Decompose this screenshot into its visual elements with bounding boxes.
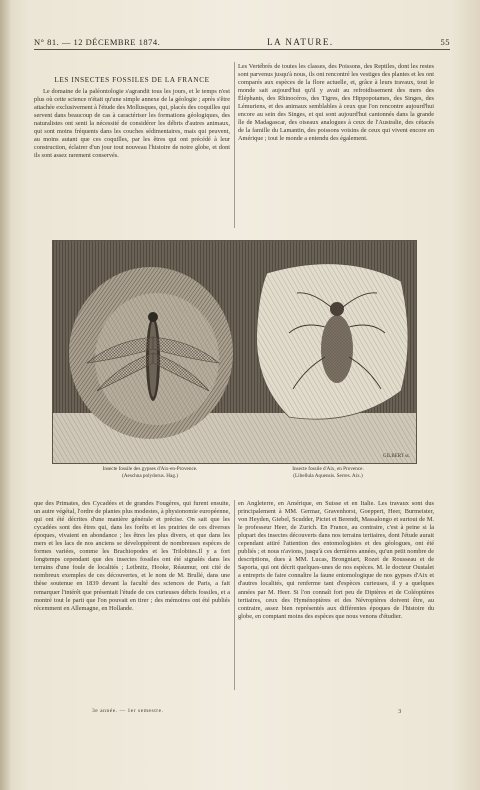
paragraph: que des Primates, des Cycadées et de grandes Fougères, qui furent ensuite, un autre végétal, l'ordre de plantes plus modestes, à physionomie européenne, qui ont été décrites d'une manière générale et précise. On sait que les cycadées sont des êtres qui, dans les forêts et les prairies de ces diverses époques, vivaient en abondance ; les êtres les plus divers, et que dans les mers et les lacs de nos anciens se développèrent de nombreuses espèces de formes variées, comme les Brachiopodes et les Trilobites.Il y a fort longtemps cependant que des insectes fossiles ont été signalés dans les terrains d'une foule de localités ; Leibnitz, Hooke, Réaumur, ont cité de nombreux exemples de ces découvertes, et le nom de M. Brullé, dans une thèse soutenue en 1839 devant la faculté des sciences de Paris, a fait remarquer l'intérêt que présentait l'étude de ces curieuses débris fossiles, et a montré tout le parti que l'on pouvait en tirer ; des mémoires ont été publiés récemment en Allemagne, en Hollande. xyxy=(34,500,230,612)
text-column-left-top xyxy=(34,88,230,226)
text-column-left-bottom xyxy=(34,500,230,690)
paragraph: en Angleterre, en Amérique, en Suisse et en Italie. Les travaux sont dus principalement à MM. Germar, Gravenhorst, Goeppert, Heer, Burmeister, von Heyden, Giebel, Scudder, Pictet et Berendt, Massalongo et surtout de M. le professeur Heer, de Zurich. En France, au contraire, c'est à peine si la plupart des insectes découverts dans nos terrains tertiaires, dont l'étude aurait cependant attiré l'attention des entomologistes et des géologues, ont été publiés ; et nous n'avions, jusqu'à ces dernières années, qu'un petit nombre de descriptions, dues à MM. Lucas, Brongniart, Rozet de Rousseau et de Saporta, qui ont décrit quelques-unes de nos espèces. M. le docteur Oustalet a entrepris de faire connaître la faune entomologique de nos gypses d'Aix et d'autres localités, qui renferme tant d'espèces curieuses, il y a quelques années par M. Heer. Si l'on connaît fort peu de Diptères et de Coléoptères tertiaires, ceux des Hyménoptères et des Névroptères doivent être, au contraire, assez bien représentés aux différentes époques de l'histoire du globe, en comptant moins des espèces que nous venons d'étudier. xyxy=(238,500,434,620)
footer-note: 3e année. — 1er semestre. xyxy=(92,708,164,714)
signature-mark: 3 xyxy=(398,708,402,715)
header-rule xyxy=(34,49,450,50)
caption-right-line1: Insecte fossile d'Aix, en Provence. xyxy=(292,466,364,472)
fossil-engraving xyxy=(53,241,416,463)
caption-right-line2: (Libellula Aquensis. Serres. Aix.) xyxy=(293,473,363,479)
caption-left xyxy=(80,466,220,480)
page-number: 55 xyxy=(440,37,450,47)
binding-gutter xyxy=(0,0,10,790)
caption-right xyxy=(258,466,398,480)
journal-title: LA NATURE. xyxy=(267,37,334,47)
text-column-right-top xyxy=(238,63,434,227)
right-fossil-stone xyxy=(257,264,408,419)
text-column-right-bottom xyxy=(238,500,434,690)
engraving-figure xyxy=(52,240,417,464)
running-header xyxy=(34,33,450,47)
article-title: LES INSECTES FOSSILES DE LA FRANCE xyxy=(54,76,210,84)
paragraph: Les Vertébrés de toutes les classes, des Poissons, des Reptiles, dont les restes sont parvenus jusqu'à nous, ils ont rencontré les vestiges des plantes et les ont comparés aux espèces de la flore actuelle, et, grâce à leurs travaux, tout le monde sait aujourd'hui qu'il y avait au refroidissement des mers des Éléphants, des Rhinocéros, des Tigres, des Hippopotames, des Singes, des Lémuriens, et des animaux semblables à ceux que l'on rencontre aujourd'hui encore au sein des Singes, et qui sont aujourd'hui cantonnés dans la grande île de Madagascar, des oiseaux analogues à ceux de l'Australie, des cétacés de la famille du Lamantin, des poissons voisins de ceux qui vivent encore en Amérique ; tout le monde a entendu des également. xyxy=(238,63,434,143)
paragraph: Le domaine de la paléontologie s'agrandit tous les jours, et le temps n'est plus où cette science n'était qu'une simple annexe de la géologie ; après s'être attachée exclusivement à l'étude des Mollusques, qui, placés des coquilles qui servent dans beaucoup de cas à caractériser les formations géologiques, des naturalistes ont senti la nécessité de considérer les débris d'autres animaux, qui sont moins fréquents dans les couches sédimentaires, mais qui peuvent, au moins autant que ces coquilles, par les êtres qui ont précédé à leur construction, éclairer d'un jour tout nouveau l'histoire de notre globe, et dont ils sont assez rarement conservés. xyxy=(34,88,230,160)
issue-number: N° 81. — 12 DÉCEMBRE 1874. xyxy=(34,37,161,47)
column-divider xyxy=(234,62,235,228)
column-divider xyxy=(234,500,235,690)
engraver-mark: GILBERT sc. xyxy=(383,454,411,459)
left-fossil-stone xyxy=(69,267,233,439)
caption-left-line1: Insecte fossile des gypses d'Aix-en-Provence. xyxy=(102,466,198,472)
caption-left-line2: (Aeschna polydorus. Hag.) xyxy=(122,473,178,479)
